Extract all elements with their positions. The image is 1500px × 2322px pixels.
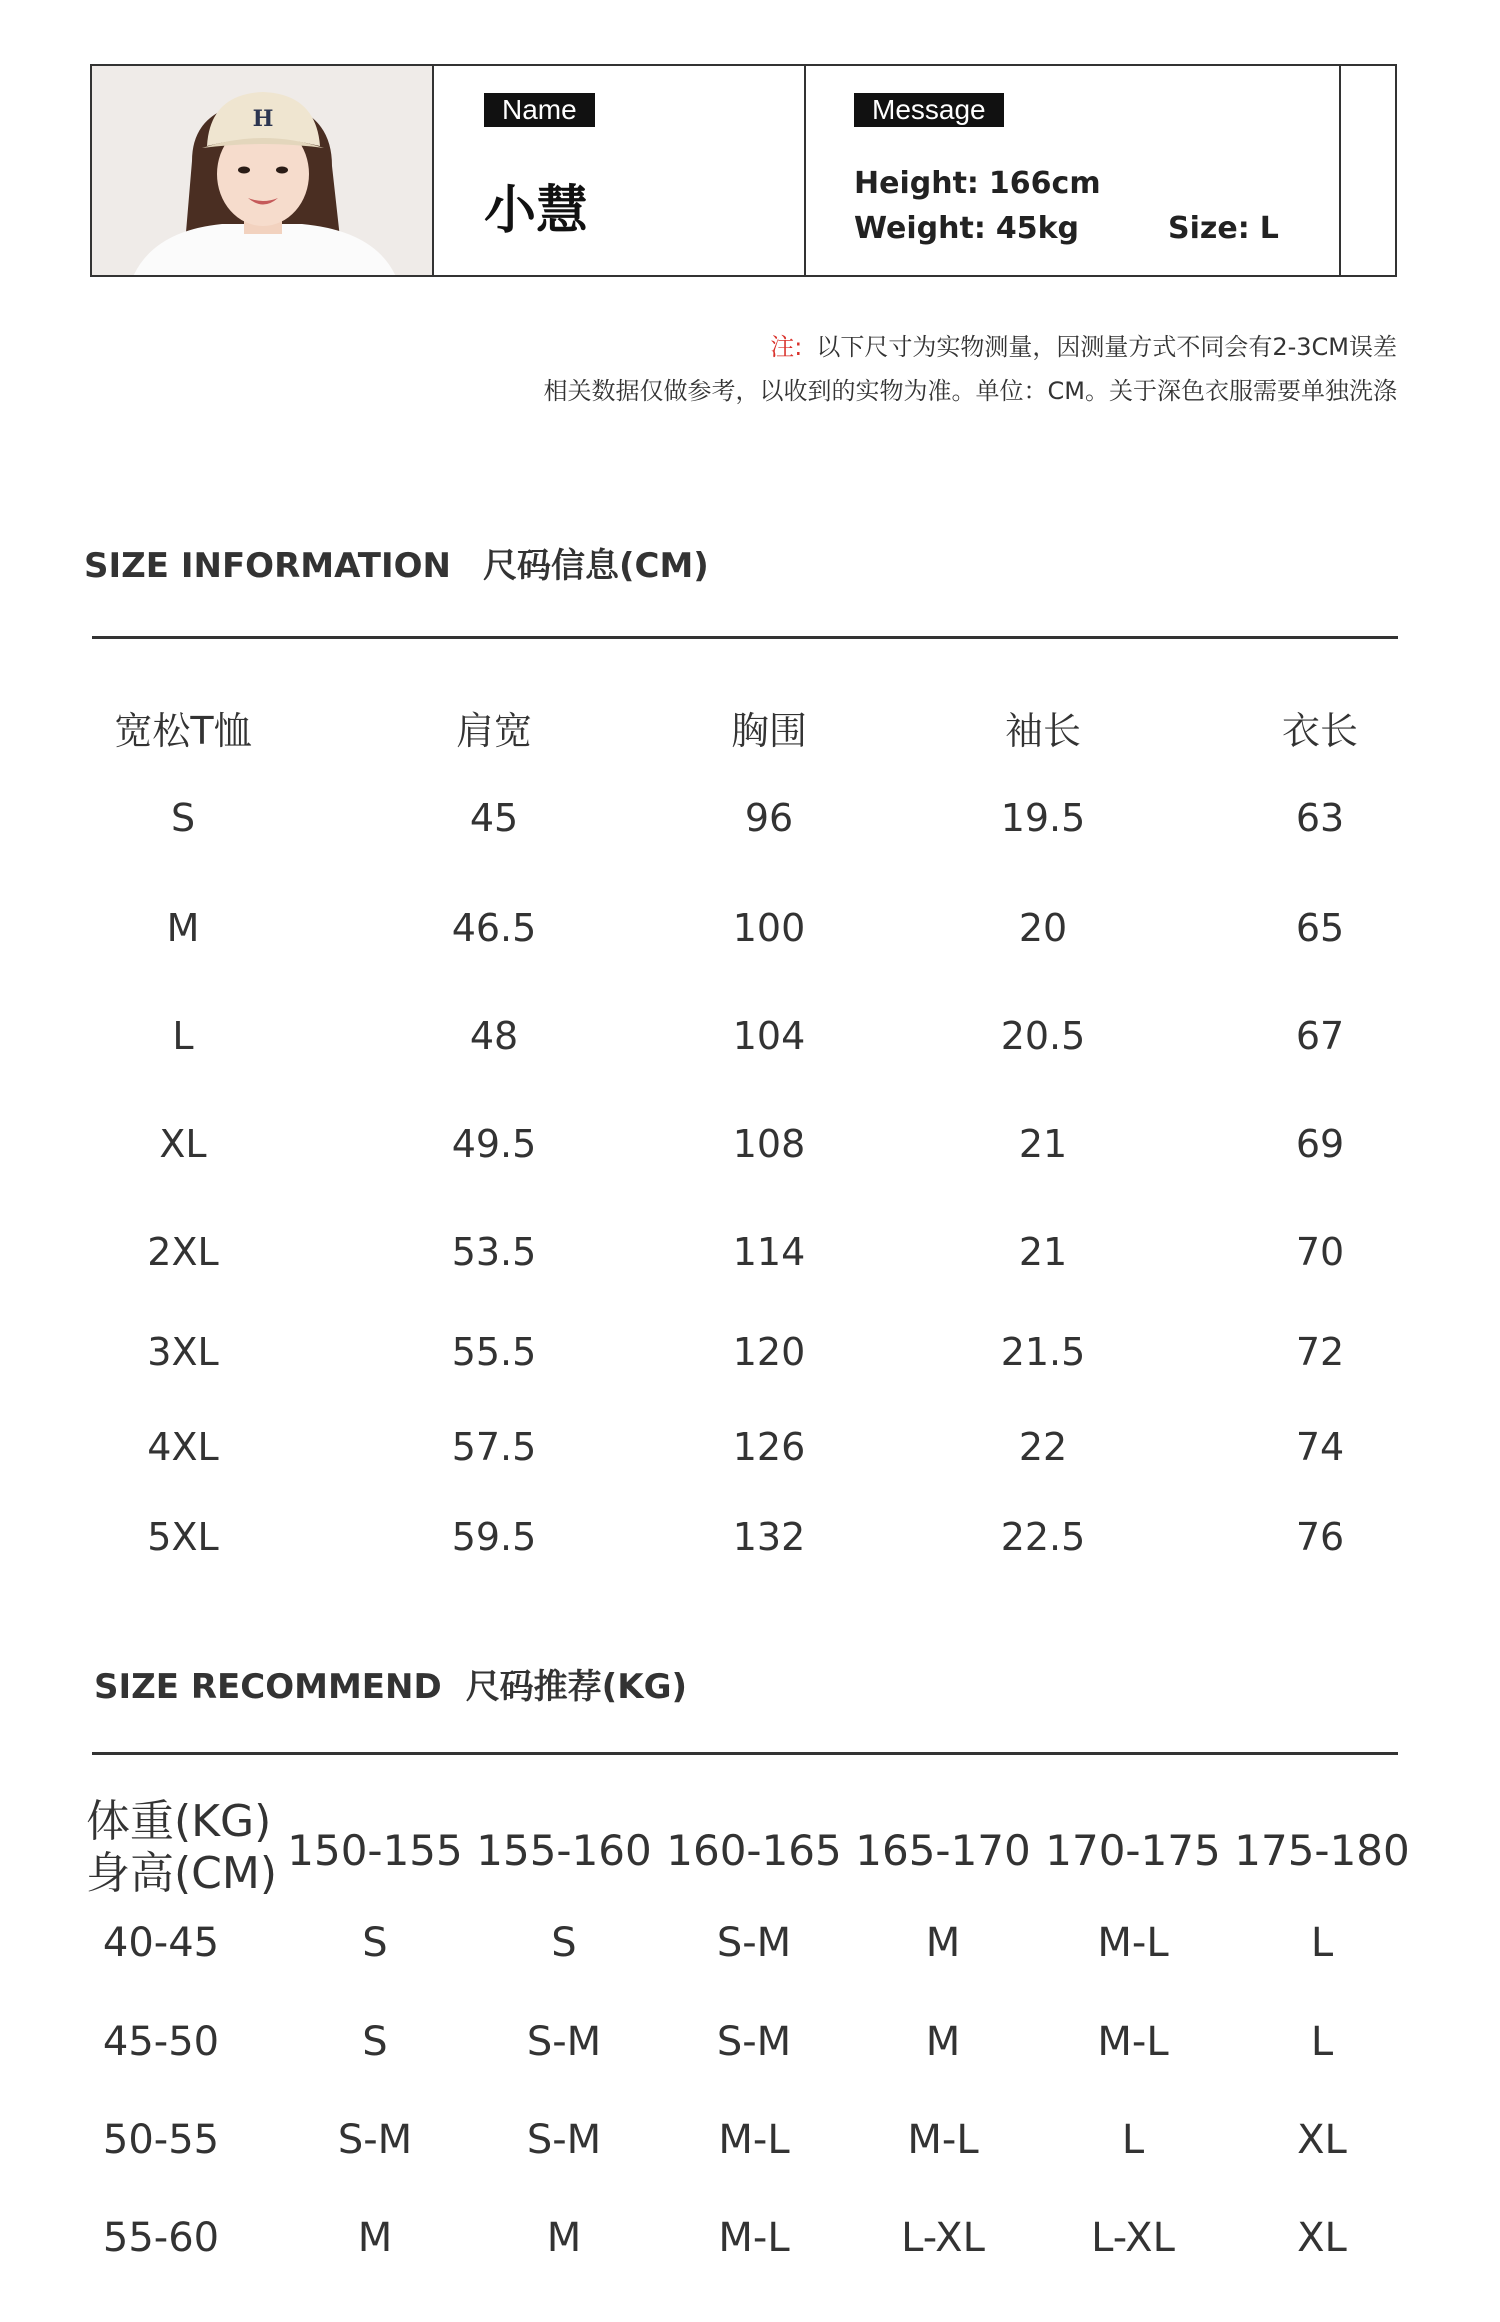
size-info-cell: 22.5	[1000, 1515, 1086, 1559]
recommend-size-cell: S-M	[716, 2019, 792, 2065]
size-info-cell: 104	[732, 1014, 806, 1058]
height-value: 166cm	[988, 166, 1101, 201]
size-info-size-label: 2XL	[147, 1230, 219, 1274]
model-profile-card	[90, 64, 1397, 277]
size-information-title-cn: 尺码信息(CM)	[482, 546, 709, 586]
size-info-cell: 100	[732, 906, 806, 950]
recommend-size-cell: L	[1121, 2117, 1145, 2163]
note-line1-text: 以下尺寸为实物测量，因测量方式不同会有2-3CM误差	[816, 333, 1397, 361]
recommend-size-cell: S-M	[716, 1920, 792, 1966]
size-info-cell: 22	[1018, 1425, 1068, 1469]
size-info-cell: 96	[744, 796, 794, 840]
recommend-size-cell: S-M	[526, 2117, 602, 2163]
size-info-cell: 70	[1295, 1230, 1345, 1274]
size-info-size-label: S	[170, 796, 196, 840]
message-tag: Message	[854, 93, 1004, 127]
recommend-size-cell: M-L	[1097, 1920, 1169, 1966]
model-name: 小慧	[484, 181, 589, 241]
name-tag: Name	[484, 93, 595, 127]
size-info-header-2: 胸围	[730, 709, 808, 753]
size-info-cell: 59.5	[451, 1515, 537, 1559]
size-info-cell: 21	[1018, 1230, 1068, 1274]
size-info-size-label: M	[166, 906, 200, 950]
recommend-weight-row-label: 40-45	[102, 1920, 220, 1966]
size-information-divider	[92, 636, 1398, 639]
recommend-size-cell: M-L	[907, 2117, 979, 2163]
recommend-size-cell: XL	[1297, 2215, 1347, 2261]
svg-text:H: H	[252, 106, 274, 132]
size-info-header-1: 肩宽	[455, 709, 533, 753]
recommend-size-cell: M	[925, 1920, 961, 1966]
size-recommend-divider	[92, 1752, 1398, 1755]
recommend-size-cell: M	[925, 2019, 961, 2065]
recommend-height-column-2: 160-165	[666, 1826, 842, 1875]
model-photo	[92, 66, 434, 275]
recommend-size-cell: S	[362, 2019, 388, 2065]
size-info-header-4: 衣长	[1281, 709, 1359, 753]
recommend-height-column-3: 165-170	[855, 1826, 1031, 1875]
size-info-cell: 57.5	[451, 1425, 537, 1469]
size-info-cell: 20	[1018, 906, 1068, 950]
size-info-cell: 67	[1295, 1014, 1345, 1058]
weight-label: Weight:	[854, 211, 986, 246]
recommend-size-cell: M	[357, 2215, 393, 2261]
size-info-cell: 65	[1295, 906, 1345, 950]
recommend-size-cell: M	[546, 2215, 582, 2261]
weight-axis-label: 体重(KG)	[86, 1796, 272, 1847]
size-value: L	[1259, 211, 1279, 246]
recommend-height-column-0: 150-155	[287, 1826, 463, 1875]
size-info-size-label: 3XL	[147, 1330, 219, 1374]
size-info-size-label: XL	[159, 1122, 207, 1166]
height-axis-label: 身高(CM)	[86, 1848, 278, 1899]
size-info-cell: 76	[1295, 1515, 1345, 1559]
size-info-header-3: 袖长	[1004, 709, 1082, 753]
height-label: Height:	[854, 166, 979, 201]
size-info-cell: 55.5	[451, 1330, 537, 1374]
recommend-size-cell: S	[551, 1920, 577, 1966]
size-info-header-0: 宽松T恤	[114, 709, 252, 753]
recommend-size-cell: L-XL	[901, 2215, 985, 2261]
size-info-size-label: L	[172, 1014, 194, 1058]
recommend-size-cell: L	[1310, 2019, 1334, 2065]
size-info-cell: 120	[732, 1330, 806, 1374]
size-label: Size:	[1168, 211, 1250, 246]
weight-value: 45kg	[995, 211, 1080, 246]
model-photo-illustration	[92, 66, 434, 275]
recommend-size-cell: S-M	[337, 2117, 413, 2163]
recommend-weight-row-label: 45-50	[102, 2019, 220, 2065]
recommend-corner-header	[86, 1796, 277, 1900]
recommend-height-column-5: 175-180	[1234, 1826, 1410, 1875]
size-info-cell: 21.5	[1000, 1330, 1086, 1374]
size-information-title-en: SIZE INFORMATION	[84, 546, 451, 586]
recommend-weight-row-label: 50-55	[102, 2117, 220, 2163]
size-info-size-label: 4XL	[147, 1425, 219, 1469]
message-panel	[806, 66, 1341, 275]
recommend-size-cell: S-M	[526, 2019, 602, 2065]
size-information-title	[84, 538, 709, 587]
size-info-cell: 21	[1018, 1122, 1068, 1166]
size-recommend-title-en: SIZE RECOMMEND	[94, 1667, 442, 1707]
recommend-size-cell: L	[1310, 1920, 1334, 1966]
size-info-cell: 126	[732, 1425, 806, 1469]
size-info-cell: 53.5	[451, 1230, 537, 1274]
size-info-cell: 19.5	[1000, 796, 1086, 840]
size-info-cell: 63	[1295, 796, 1345, 840]
size-info-cell: 69	[1295, 1122, 1345, 1166]
recommend-size-cell: M-L	[718, 2117, 790, 2163]
recommend-size-cell: M-L	[718, 2215, 790, 2261]
height-stat	[854, 166, 1101, 201]
recommend-size-cell: M-L	[1097, 2019, 1169, 2065]
size-info-size-label: 5XL	[147, 1515, 219, 1559]
size-info-cell: 132	[732, 1515, 806, 1559]
measurement-note-line2: 相关数据仅做参考，以收到的实物为准。单位：CM。关于深色衣服需要单独洗涤	[543, 377, 1397, 405]
note-prefix: 注:	[770, 333, 803, 361]
size-info-cell: 45	[469, 796, 519, 840]
name-panel	[434, 66, 806, 275]
size-stat	[1168, 211, 1279, 246]
size-info-cell: 20.5	[1000, 1014, 1086, 1058]
size-info-cell: 49.5	[451, 1122, 537, 1166]
size-recommend-title	[94, 1659, 687, 1708]
measurement-note-line1	[770, 327, 1397, 362]
size-info-cell: 72	[1295, 1330, 1345, 1374]
recommend-size-cell: S	[362, 1920, 388, 1966]
size-info-cell: 114	[732, 1230, 806, 1274]
recommend-height-column-1: 155-160	[476, 1826, 652, 1875]
size-info-cell: 108	[732, 1122, 806, 1166]
recommend-weight-row-label: 55-60	[102, 2215, 220, 2261]
weight-stat	[854, 211, 1079, 246]
size-info-cell: 74	[1295, 1425, 1345, 1469]
recommend-size-cell: XL	[1297, 2117, 1347, 2163]
size-info-cell: 48	[469, 1014, 519, 1058]
card-end-cell	[1341, 66, 1395, 275]
recommend-height-column-4: 170-175	[1045, 1826, 1221, 1875]
size-recommend-title-cn: 尺码推荐(KG)	[465, 1667, 688, 1707]
size-info-cell: 46.5	[451, 906, 537, 950]
recommend-size-cell: L-XL	[1091, 2215, 1175, 2261]
